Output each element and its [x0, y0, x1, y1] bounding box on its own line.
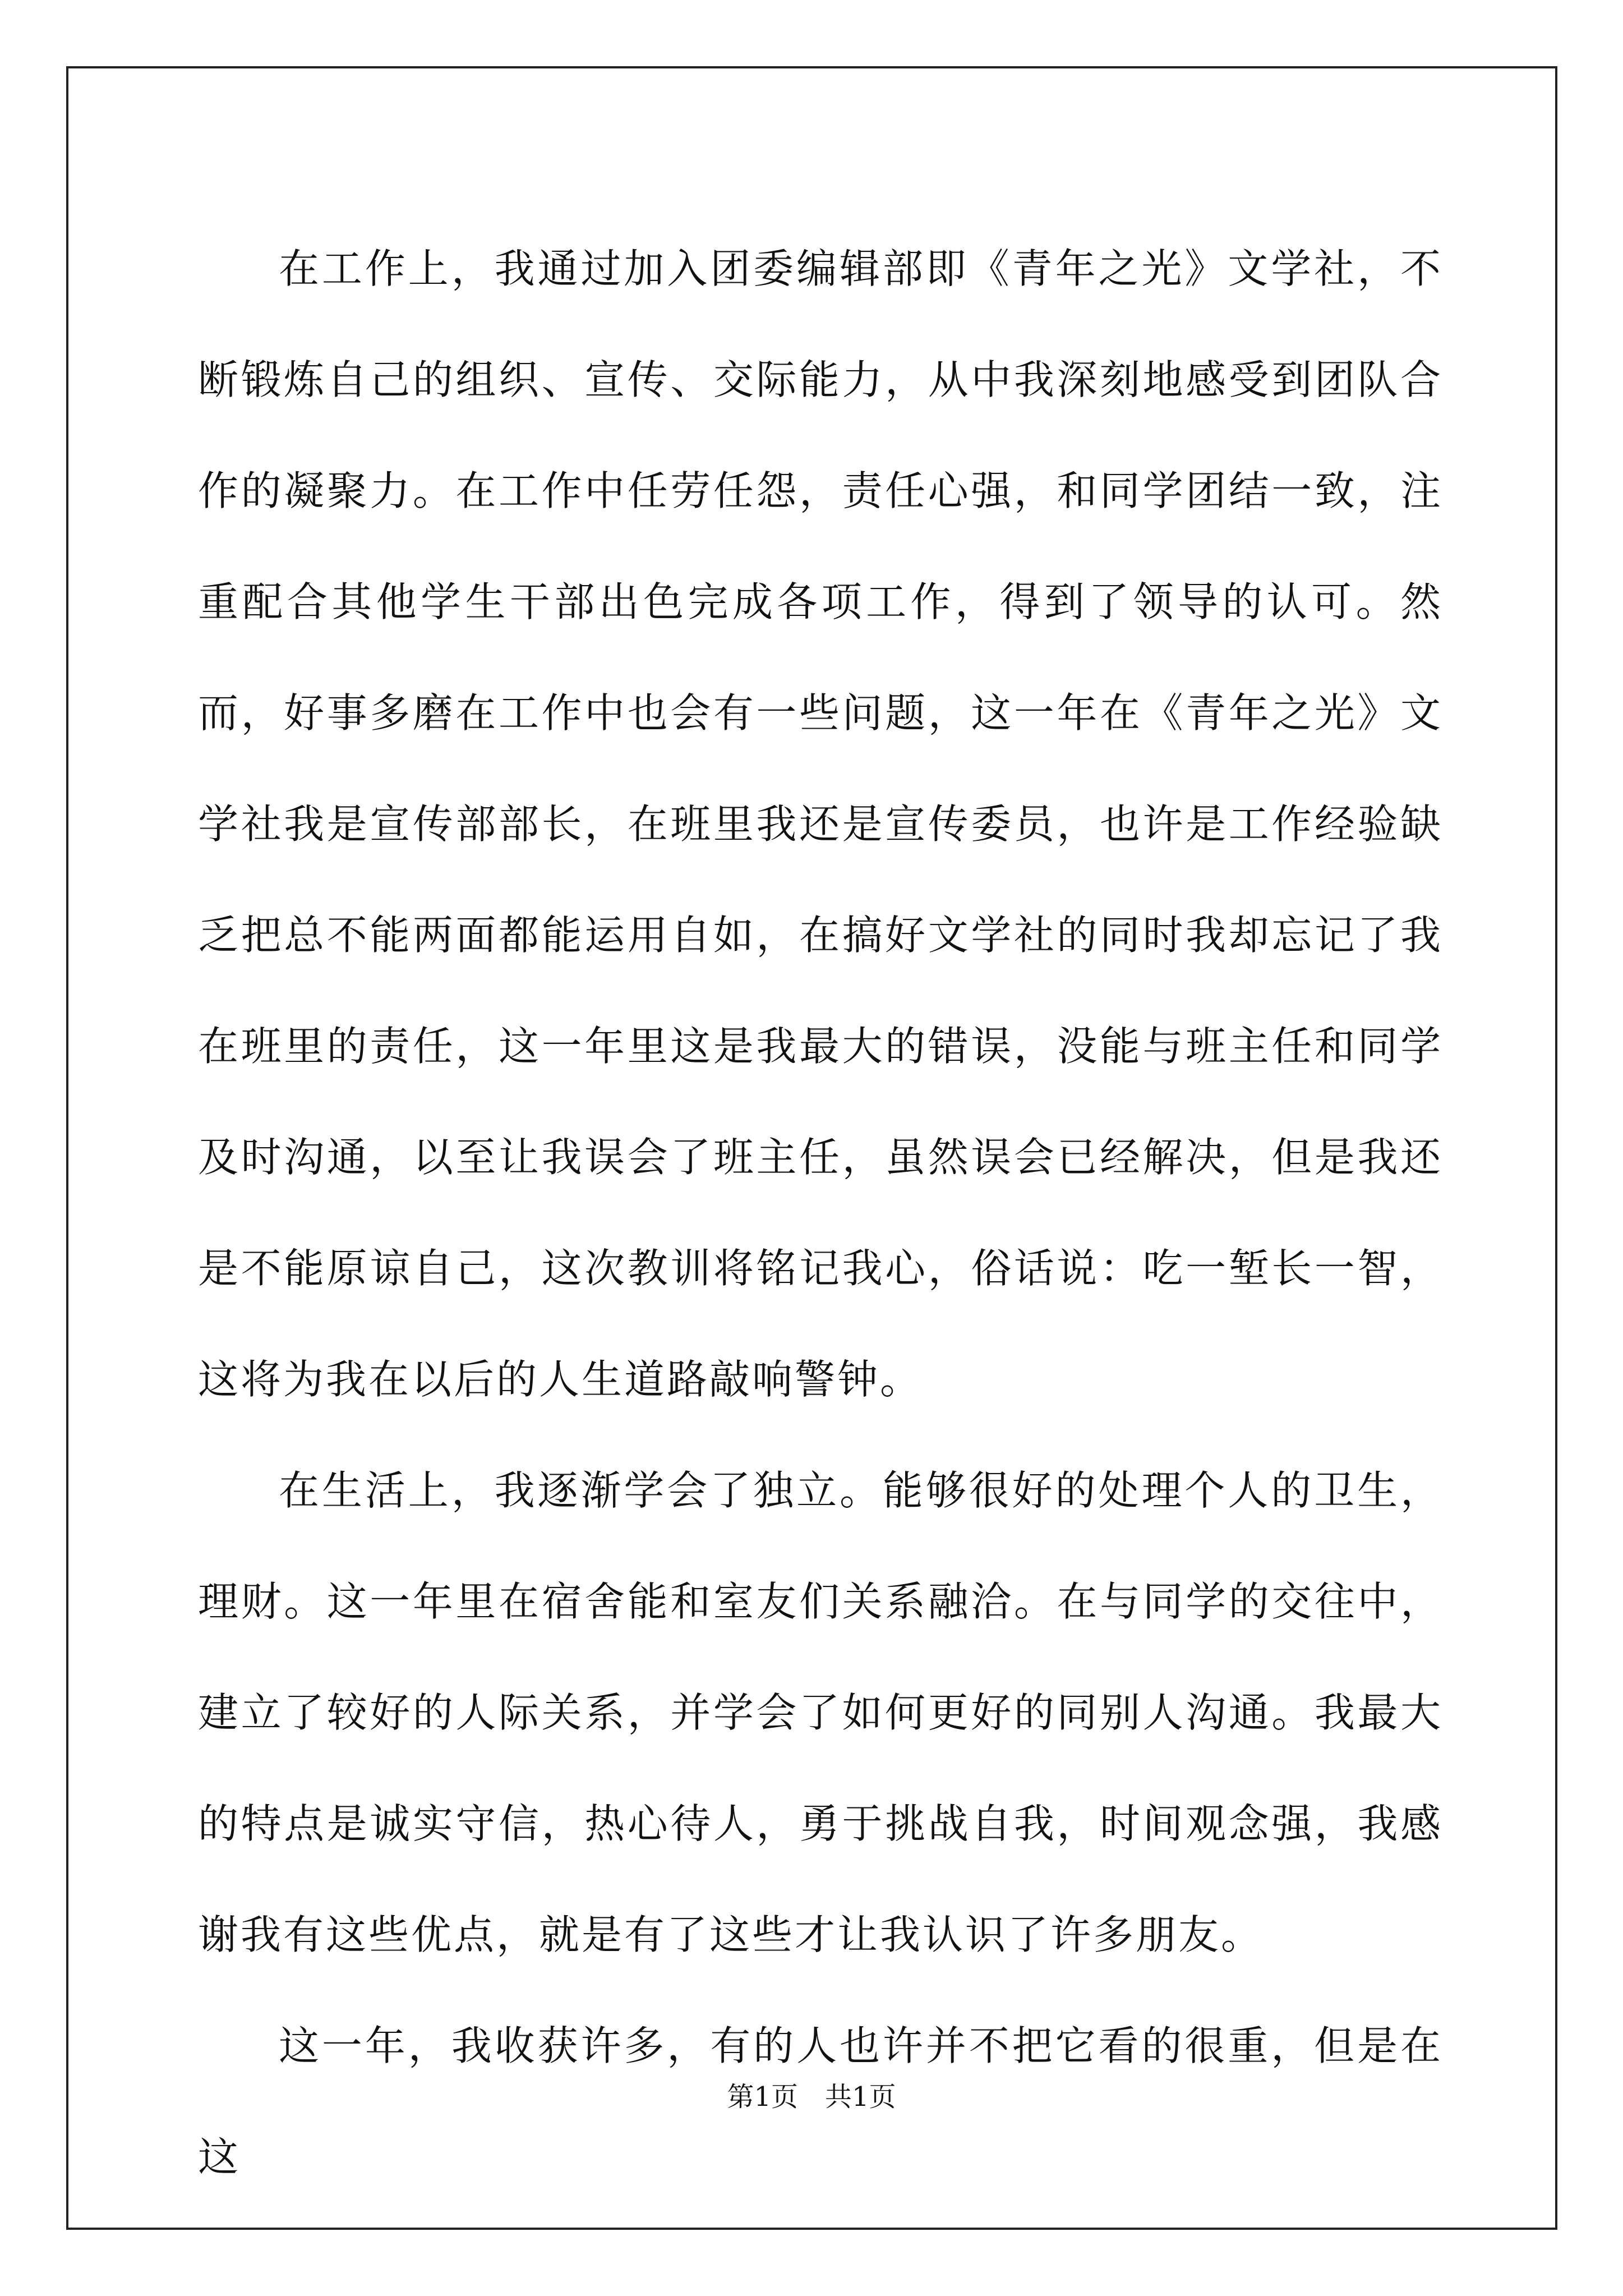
document-body	[198, 213, 1443, 2212]
paragraph-work: 在工作上，我通过加入团委编辑部即《青年之光》文学社，不断锻炼自己的组织、宣传、交际能力，从中我深刻地感受到团队合作的凝聚力。在工作中任劳任怨，责任心强，和同学团结一致，注重配合其他学生干部出色完成各项工作，得到了领导的认可。然而，好事多磨在工作中也会有一些问题，这一年在《青年之光》文学社我是宣传部部长，在班里我还是宣传委员，也许是工作经验缺乏把总不能两面都能运用自如，在搞好文学社的同时我却忘记了我在班里的责任，这一年里这是我最大的错误，没能与班主任和同学及时沟通，以至让我误会了班主任，虽然误会已经解决，但是我还是不能原谅自己，这次教训将铭记我心，俗话说：吃一堑长一智，这将为我在以后的人生道路敲响警钟。	[198, 245, 1443, 1403]
page-total: 共1页	[825, 2081, 896, 2113]
page-number: 第1页	[727, 2081, 798, 2113]
page-footer	[0, 2080, 1623, 2114]
paragraph-summary: 这一年，我收获许多，有的人也许并不把它看的很重，但是在这	[198, 2022, 1443, 2180]
paragraph-life: 在生活上，我逐渐学会了独立。能够很好的处理个人的卫生，理财。这一年里在宿舍能和室友们关系融洽。在与同学的交往中，建立了较好的人际关系，并学会了如何更好的同别人沟通。我最大的特点是诚实守信，热心待人，勇于挑战自我，时间观念强，我感谢我有这些优点，就是有了这些才让我认识了许多朋友。	[198, 1467, 1443, 1958]
